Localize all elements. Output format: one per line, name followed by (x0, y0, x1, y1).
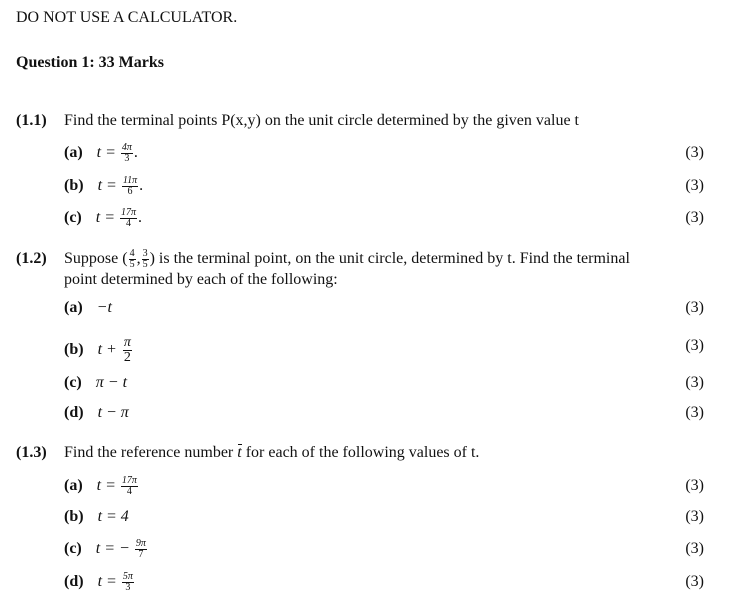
q13-item-a (64, 476, 139, 497)
q13-marks-a: (3) (685, 477, 704, 494)
item-label: (a) (64, 144, 83, 162)
instruction-text: DO NOT USE A CALCULATOR. (16, 9, 238, 26)
item-label: (d) (64, 573, 84, 591)
item-prefix: t = − (95, 540, 130, 558)
frac-num: π (123, 335, 131, 350)
frac-den: 4 (126, 486, 132, 497)
point-x-fraction (129, 249, 136, 270)
item-label: (b) (64, 341, 84, 359)
q12-marks-c: (3) (685, 374, 704, 391)
q11-text: Find the terminal points P(x,y) on the unit circle determined by the given value t (64, 112, 579, 129)
fraction (135, 539, 147, 560)
frac-den: 3 (124, 153, 130, 164)
q12-number: (1.2) (16, 250, 47, 267)
q11-marks-b: (3) (685, 177, 704, 194)
q12-marks-a: (3) (685, 299, 704, 316)
q12-item-b (64, 336, 134, 365)
item-prefix: t = (96, 144, 116, 162)
q13-marks-b: (3) (685, 508, 704, 525)
fraction (123, 336, 132, 365)
item-label: (b) (64, 177, 84, 195)
q12-marks-d: (3) (685, 404, 704, 421)
item-suffix: . (138, 209, 143, 227)
q13-text-before: Find the reference number (64, 444, 238, 461)
frac-den: 2 (123, 350, 131, 365)
item-label: (c) (64, 540, 82, 558)
fraction (122, 572, 134, 593)
q12-item-a (64, 298, 112, 318)
q11-marks-a: (3) (685, 144, 704, 161)
frac-den: 4 (126, 218, 132, 229)
t-bar-symbol: t (237, 444, 242, 461)
frac-num: 17π (121, 475, 137, 486)
item-expr: t − π (97, 404, 129, 421)
fraction (121, 476, 138, 497)
item-prefix: t = (95, 209, 116, 227)
item-expr: π − t (95, 374, 128, 391)
item-prefix: t = (96, 477, 116, 495)
q13-item-d (64, 572, 135, 593)
frac-num: 9π (135, 538, 146, 549)
q12-item-c (64, 373, 127, 393)
frac-den: 7 (138, 549, 144, 560)
q12-text-before: Suppose ( (64, 250, 128, 268)
frac-num: 4π (121, 142, 132, 153)
frac-num: 4 (129, 248, 135, 259)
q12-text: Suppose ( $\frac{4}{5}$ , $\frac{3}{5}$ ) is the terminal point, on the unit circle, determined by t. Find the terminal point determined by each of the following: (64, 248, 630, 288)
point-y-fraction (142, 249, 149, 270)
q11-item-b (64, 176, 143, 197)
q13-marks-c: (3) (685, 540, 704, 557)
item-prefix: t = (97, 573, 117, 591)
item-suffix: . (133, 144, 138, 162)
q12-item-d (64, 403, 129, 423)
frac-den: 5 (129, 259, 135, 270)
frac-num: 11π (122, 175, 138, 186)
q13-item-c (64, 539, 148, 560)
frac-num: 3 (142, 248, 148, 259)
q13-marks-d: (3) (685, 573, 704, 590)
frac-den: 6 (127, 186, 133, 197)
fraction (121, 143, 133, 164)
frac-num: 17π (121, 207, 137, 218)
item-label: (a) (64, 477, 83, 495)
q12-marks-b: (3) (685, 337, 704, 354)
q11-marks-c: (3) (685, 209, 704, 226)
question-title: Question 1: 33 Marks (16, 54, 164, 71)
item-prefix: t + (97, 341, 117, 359)
fraction (120, 208, 137, 229)
frac-num: 5π (122, 571, 133, 582)
q13-item-b (64, 507, 129, 527)
item-prefix: t = (97, 177, 117, 195)
frac-den: 3 (125, 582, 131, 593)
q13-text-after: for each of the following values of t. (241, 444, 480, 461)
item-label: (b) (64, 508, 84, 525)
q11-item-a (64, 143, 138, 164)
fraction (122, 176, 138, 197)
item-label: (c) (64, 374, 82, 391)
item-label: (a) (64, 299, 83, 316)
item-expr: −t (96, 299, 112, 316)
q11-number: (1.1) (16, 112, 47, 129)
q13-number: (1.3) (16, 444, 47, 461)
item-expr: t = 4 (97, 508, 129, 525)
item-label: (d) (64, 404, 84, 421)
q13-text (64, 443, 479, 463)
frac-den: 5 (142, 259, 148, 270)
q12-text-after: ) is the terminal point, on the unit circle, determined by t. Find the terminal point determined by each of the following: (64, 250, 630, 288)
q11-item-c (64, 208, 142, 229)
item-suffix: . (139, 177, 144, 195)
item-label: (c) (64, 209, 82, 227)
